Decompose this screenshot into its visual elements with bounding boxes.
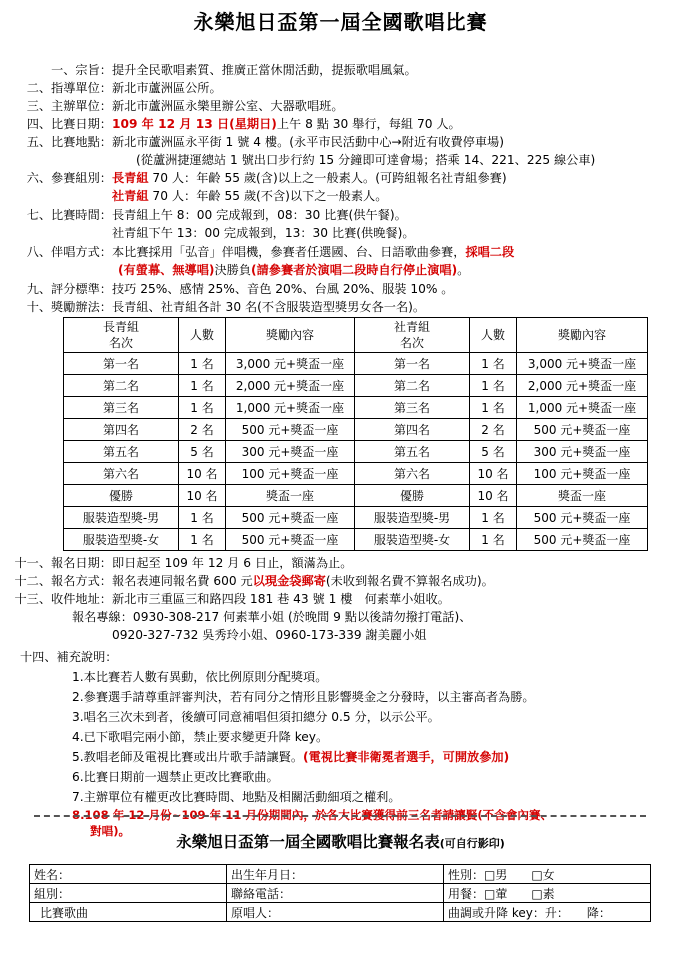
cell-youth-reward: 300 元+獎盃一座 <box>517 441 648 463</box>
cell-youth-count: 5 名 <box>470 441 517 463</box>
item-registration-date: 十一、報名日期：即日起至 109 年 12 月 6 日止，額滿為止。 <box>14 556 353 570</box>
table-row <box>64 485 648 507</box>
field-meal[interactable]: 用餐：□葷 □素 <box>444 884 651 903</box>
item-purpose: 一、宗旨：提升全民歌唱素質、推廣正當休閒活動，提振歌唱風氣。 <box>51 63 417 77</box>
table-row <box>64 463 648 485</box>
cell-youth-reward: 2,000 元+獎盃一座 <box>517 375 648 397</box>
cell-youth-rank: 第五名 <box>355 441 470 463</box>
field-song[interactable]: 比賽歌曲 <box>30 903 227 922</box>
cell-youth-reward: 100 元+獎盃一座 <box>517 463 648 485</box>
table-row <box>64 507 648 529</box>
item-advisor: 二、指導單位：新北市蘆洲區公所。 <box>26 81 222 95</box>
cell-senior-reward: 500 元+獎盃一座 <box>226 507 355 529</box>
prize-table <box>63 317 648 551</box>
item-hotline: 報名專線：0930-308-217 何素華小姐 (於晚間 9 點以後請勿撥打電話)、 <box>72 610 472 624</box>
cell-senior-count: 10 名 <box>179 485 226 507</box>
note-6: 6.比賽日期前一週禁止更改比賽歌曲。 <box>72 770 279 784</box>
cell-youth-rank: 第二名 <box>355 375 470 397</box>
table-row <box>64 375 648 397</box>
field-group[interactable]: 組別： <box>30 884 227 903</box>
field-birth[interactable]: 出生年月日： <box>227 865 444 884</box>
cell-youth-count: 1 名 <box>470 529 517 551</box>
item-address: 十三、收件地址：新北市三重區三和路四段 181 巷 43 號 1 樓 何素華小姐收。 <box>14 592 450 606</box>
form-title: 永樂旭日盃第一屆全國歌唱比賽報名表(可自行影印) <box>176 833 505 851</box>
cell-senior-rank: 服裝造型獎-女 <box>64 529 179 551</box>
item-hotline-more: 0920-327-732 吳秀玲小姐、0960-173-339 謝美麗小姐 <box>112 628 427 642</box>
cell-youth-count: 1 名 <box>470 375 517 397</box>
header-youth-rank: 社青組 名次 <box>355 318 470 353</box>
cell-senior-count: 2 名 <box>179 419 226 441</box>
item-registration-method: 十二、報名方式：報名表連同報名費 600 元以現金袋郵寄(未收到報名費不算報名成功)。 <box>14 574 494 588</box>
item-venue-directions: (從蘆洲捷運總站 1 號出口步行約 15 分鐘即可達會場；搭乘 14、221、225 線公車) <box>136 153 596 167</box>
cut-line <box>34 815 646 817</box>
item-venue: 五、比賽地點：新北市蘆洲區永平街 1 號 4 樓。(永平市民活動中心→附近有收費停車場) <box>26 135 504 149</box>
cell-senior-reward: 2,000 元+獎盃一座 <box>226 375 355 397</box>
header-youth-reward: 獎勵內容 <box>517 318 648 353</box>
cell-youth-reward: 3,000 元+獎盃一座 <box>517 353 648 375</box>
item-accompaniment-rule: (有螢幕、無導唱)決勝負(請參賽者於演唱二段時自行停止演唱)。 <box>118 263 470 277</box>
cell-senior-rank: 第一名 <box>64 353 179 375</box>
cell-senior-reward: 獎盃一座 <box>226 485 355 507</box>
field-gender[interactable]: 性別：□男 □女 <box>444 865 651 884</box>
note-5: 5.教唱老師及電視比賽或出片歌手請讓賢。(電視比賽非衛冕者選手，可開放參加) <box>72 750 510 764</box>
cell-senior-count: 5 名 <box>179 441 226 463</box>
item-date: 四、比賽日期：109 年 12 月 13 日(星期日)上午 8 點 30 舉行，每組 70 人。 <box>26 117 461 131</box>
cell-youth-rank: 第四名 <box>355 419 470 441</box>
item-organizer: 三、主辦單位：新北市蘆洲區永樂里辦公室、大器歌唱班。 <box>26 99 344 113</box>
field-key[interactable]: 曲調或升降 key：升： 降： <box>444 903 651 922</box>
item-groups: 六、參賽組別：長青組 70 人：年齡 55 歲(含)以上之一般素人。(可跨組報名社青組參賽) <box>26 171 507 185</box>
cell-senior-rank: 第三名 <box>64 397 179 419</box>
header-youth-count: 人數 <box>470 318 517 353</box>
cell-senior-count: 1 名 <box>179 353 226 375</box>
cell-youth-reward: 獎盃一座 <box>517 485 648 507</box>
cell-youth-count: 1 名 <box>470 353 517 375</box>
note-1: 1.本比賽若人數有異動，依比例原則分配獎項。 <box>72 670 328 684</box>
item-time-youth: 社青組下午 13：00 完成報到，13：30 比賽(供晚餐)。 <box>112 226 415 240</box>
cell-youth-rank: 第六名 <box>355 463 470 485</box>
header-senior-rank: 長青組 名次 <box>64 318 179 353</box>
note-8: 8.108 年 12 月份~109 年 11 月份期間內，於各大比賽獲得前三名者請讓賢(不含會內賽、 <box>72 808 553 822</box>
cell-youth-rank: 第三名 <box>355 397 470 419</box>
cell-senior-reward: 300 元+獎盃一座 <box>226 441 355 463</box>
cell-senior-count: 1 名 <box>179 397 226 419</box>
cell-youth-reward: 500 元+獎盃一座 <box>517 507 648 529</box>
cell-youth-rank: 第一名 <box>355 353 470 375</box>
cell-senior-rank: 第二名 <box>64 375 179 397</box>
item-time: 七、比賽時間：長青組上午 8：00 完成報到，08：30 比賽(供午餐)。 <box>26 208 407 222</box>
cell-youth-count: 10 名 <box>470 485 517 507</box>
cell-youth-rank: 服裝造型獎-女 <box>355 529 470 551</box>
item-accompaniment: 八、伴唱方式：本比賽採用「弘音」伴唱機，參賽者任選國、台、日語歌曲參賽，採唱二段 <box>26 245 515 259</box>
table-row <box>64 397 648 419</box>
prize-table-body <box>64 353 648 551</box>
cell-youth-count: 10 名 <box>470 463 517 485</box>
cell-senior-count: 1 名 <box>179 375 226 397</box>
cell-senior-count: 1 名 <box>179 529 226 551</box>
cell-senior-rank: 第四名 <box>64 419 179 441</box>
cell-senior-rank: 第六名 <box>64 463 179 485</box>
cell-senior-rank: 優勝 <box>64 485 179 507</box>
table-row <box>64 353 648 375</box>
prize-table-header <box>64 318 648 353</box>
cell-youth-count: 1 名 <box>470 507 517 529</box>
cell-youth-count: 2 名 <box>470 419 517 441</box>
note-8-cont: 對唱)。 <box>90 824 131 838</box>
item-awards: 十、獎勵辦法：長青組、社青組各計 30 名(不含服裝造型獎男女各一名)。 <box>26 300 426 314</box>
registration-form <box>29 864 651 922</box>
note-3: 3.唱名三次未到者，後續可同意補唱但須扣總分 0.5 分，以示公平。 <box>72 710 440 724</box>
cell-senior-reward: 500 元+獎盃一座 <box>226 419 355 441</box>
table-row <box>64 441 648 463</box>
cell-senior-count: 10 名 <box>179 463 226 485</box>
cell-youth-reward: 1,000 元+獎盃一座 <box>517 397 648 419</box>
table-row <box>64 419 648 441</box>
page-title: 永樂旭日盃第一屆全國歌唱比賽 <box>193 10 488 34</box>
cell-senior-reward: 1,000 元+獎盃一座 <box>226 397 355 419</box>
cell-youth-rank: 服裝造型獎-男 <box>355 507 470 529</box>
cell-senior-rank: 第五名 <box>64 441 179 463</box>
cell-senior-count: 1 名 <box>179 507 226 529</box>
field-original-singer[interactable]: 原唱人： <box>227 903 444 922</box>
cell-senior-reward: 3,000 元+獎盃一座 <box>226 353 355 375</box>
note-4: 4.已下歌唱完兩小節，禁止要求變更升降 key。 <box>72 730 329 744</box>
header-senior-count: 人數 <box>179 318 226 353</box>
cell-youth-count: 1 名 <box>470 397 517 419</box>
field-phone[interactable]: 聯絡電話： <box>227 884 444 903</box>
header-senior-reward: 獎勵內容 <box>226 318 355 353</box>
item-notes-heading: 十四、補充說明： <box>20 650 118 664</box>
item-groups-youth: 社青組 70 人：年齡 55 歲(不含)以下之一般素人。 <box>112 189 388 203</box>
table-row <box>64 529 648 551</box>
note-7: 7.主辦單位有權更改比賽時間、地點及相關活動細項之權利。 <box>72 790 401 804</box>
cell-youth-rank: 優勝 <box>355 485 470 507</box>
cell-senior-reward: 500 元+獎盃一座 <box>226 529 355 551</box>
cell-senior-reward: 100 元+獎盃一座 <box>226 463 355 485</box>
cell-youth-reward: 500 元+獎盃一座 <box>517 419 648 441</box>
field-name[interactable]: 姓名： <box>30 865 227 884</box>
cell-youth-reward: 500 元+獎盃一座 <box>517 529 648 551</box>
cell-senior-rank: 服裝造型獎-男 <box>64 507 179 529</box>
item-scoring: 九、評分標準：技巧 25%、感情 25%、音色 20%、台風 20%、服裝 10% 。 <box>26 282 454 296</box>
note-2: 2.參賽選手請尊重評審判決，若有同分之情形且影響獎金之分發時，以主審高者為勝。 <box>72 690 535 704</box>
